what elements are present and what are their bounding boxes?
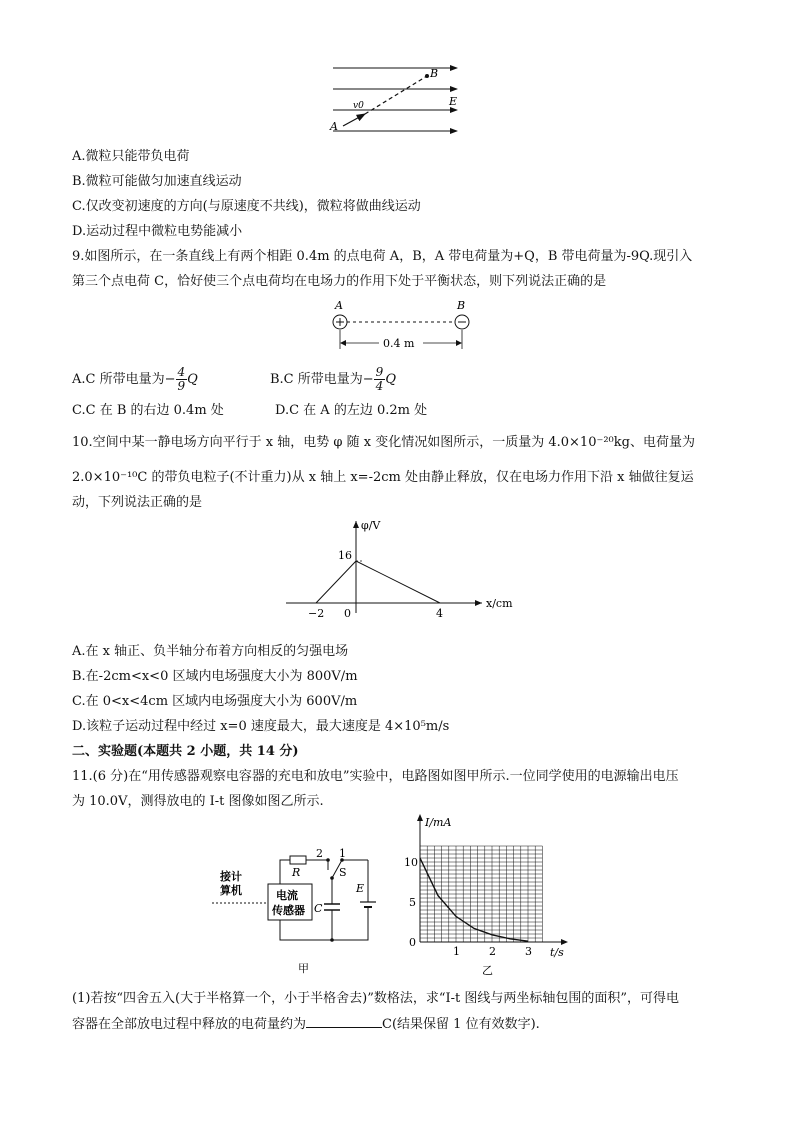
q10-option-b: B.在-2cm<x<0 区域内电场强度大小为 800V/m bbox=[72, 669, 358, 684]
section-title: 二、实验题(本题共 2 小题，共 14 分) bbox=[72, 744, 299, 759]
path-dashed bbox=[365, 76, 427, 114]
y-tick-0: 0 bbox=[409, 936, 416, 949]
computer-label-1: 接计 bbox=[220, 870, 242, 883]
x-axis-label: x/cm bbox=[486, 597, 513, 610]
charge-B-label: B bbox=[457, 299, 466, 312]
field-figure bbox=[325, 60, 465, 140]
x-tick-neg2: −2 bbox=[308, 607, 325, 620]
y-axis-label: I/mA bbox=[425, 816, 452, 829]
q8-option-c: C.仅改变初速度的方向(与原速度不共线)，微粒将做曲线运动 bbox=[72, 199, 421, 214]
q9-stem-line2: 第三个点电荷 C，恰好使三个点电荷均在电场力的作用下处于平衡状态，则下列说法正确的是 bbox=[72, 274, 607, 289]
resistor-R bbox=[290, 856, 306, 864]
x-tick-3: 3 bbox=[525, 945, 532, 958]
q10-stem-line2: 2.0×10⁻¹⁰C 的带负电粒子(不计重力)从 x 轴上 x=-2cm 处由静止释放，仅在电场力作用下沿 x 轴做往复运 bbox=[72, 470, 694, 485]
label-E: E bbox=[356, 882, 365, 895]
potential-curve bbox=[316, 561, 440, 603]
discharge-curve bbox=[420, 858, 528, 941]
label-A: A bbox=[330, 120, 338, 133]
q9-options-ab bbox=[72, 365, 396, 394]
x-tick-4: 4 bbox=[436, 607, 443, 620]
caption-yi: 乙 bbox=[482, 964, 493, 977]
q11-stem-line2: 为 10.0V，测得放电的 I-t 图像如图乙所示. bbox=[72, 794, 324, 809]
label-v0: v0 bbox=[353, 101, 364, 111]
y-tick-10: 10 bbox=[404, 856, 418, 869]
q10-option-d: D.该粒子运动过程中经过 x=0 速度最大，最大速度是 4×10⁵m/s bbox=[72, 719, 450, 734]
x-axis-label: t/s bbox=[550, 946, 564, 959]
label-2: 2 bbox=[316, 848, 323, 860]
label-S: S bbox=[339, 866, 347, 879]
answer-blank[interactable] bbox=[306, 1015, 382, 1028]
q10-option-c: C.在 0<x<4cm 区域内电场强度大小为 600V/m bbox=[72, 694, 358, 709]
q9-option-c: C.C 在 B 的右边 0.4m 处 bbox=[72, 403, 224, 418]
q9-option-b: B.C 所带电量为− $\frac{9}{4}$ Q bbox=[270, 365, 396, 393]
q8-option-a: A.微粒只能带负电荷 bbox=[72, 149, 190, 164]
q9-option-d: D.C 在 A 的左边 0.2m 处 bbox=[275, 403, 428, 418]
sensor-label-2: 传感器 bbox=[272, 904, 305, 917]
q8-option-d: D.运动过程中微粒电势能减小 bbox=[72, 224, 243, 239]
q11-stem-line1: 11.(6 分)在“用传感器观察电容器的充电和放电”实验中，电路图如图甲所示.一位同学使用的电源输出电压 bbox=[72, 769, 679, 784]
label-1: 1 bbox=[339, 848, 346, 860]
x-tick-0: 0 bbox=[344, 607, 351, 620]
circuit-diagram bbox=[210, 848, 390, 978]
y-axis-label: φ/V bbox=[361, 519, 381, 532]
charges-figure bbox=[325, 297, 475, 355]
grid bbox=[420, 846, 542, 942]
charge-A-label: A bbox=[335, 299, 343, 312]
velocity-arrow bbox=[343, 114, 365, 126]
caption-jia: 甲 bbox=[298, 962, 309, 975]
distance-label: 0.4 m bbox=[383, 337, 415, 350]
point-B bbox=[425, 74, 429, 78]
x-tick-2: 2 bbox=[489, 945, 496, 958]
q10-stem-line3: 动，下列说法正确的是 bbox=[72, 495, 203, 510]
q11-sub1-line2: 容器在全部放电过程中释放的电荷量约为 C(结果保留 1 位有效数字). bbox=[72, 1017, 540, 1032]
q10-stem-line1: 10.空间中某一静电场方向平行于 x 轴，电势 φ 随 x 变化情况如图所示，一质量为 4.0×10⁻²⁰kg、电荷量为 bbox=[72, 435, 695, 450]
label-C: C bbox=[314, 902, 323, 915]
potential-graph bbox=[282, 513, 522, 623]
q9-stem-line1: 9.如图所示，在一条直线上有两个相距 0.4m 的点电荷 A，B，A 带电荷量为+Q，B 带电荷量为-9Q.现引入 bbox=[72, 249, 693, 264]
y-tick-16: 16 bbox=[338, 549, 352, 562]
q8-option-b: B.微粒可能做匀加速直线运动 bbox=[72, 174, 242, 189]
label-B: B bbox=[430, 67, 439, 80]
y-tick-5: 5 bbox=[409, 896, 416, 909]
sensor-label-1: 电流 bbox=[276, 889, 298, 902]
label-R: R bbox=[292, 866, 301, 879]
computer-label-2: 算机 bbox=[220, 884, 242, 897]
q11-sub1-line1: (1)若按“四舍五入(大于半格算一个，小于半格舍去)”数格法，求“I-t 图线与两坐标轴包围的面积”，可得电 bbox=[72, 991, 680, 1006]
it-graph bbox=[392, 812, 582, 980]
q9-option-a: A.C 所带电量为− $\frac{4}{9}$ Q bbox=[72, 365, 198, 393]
x-tick-1: 1 bbox=[453, 945, 460, 958]
q10-option-a: A.在 x 轴正、负半轴分布着方向相反的匀强电场 bbox=[72, 644, 349, 659]
label-E: E bbox=[449, 95, 458, 108]
